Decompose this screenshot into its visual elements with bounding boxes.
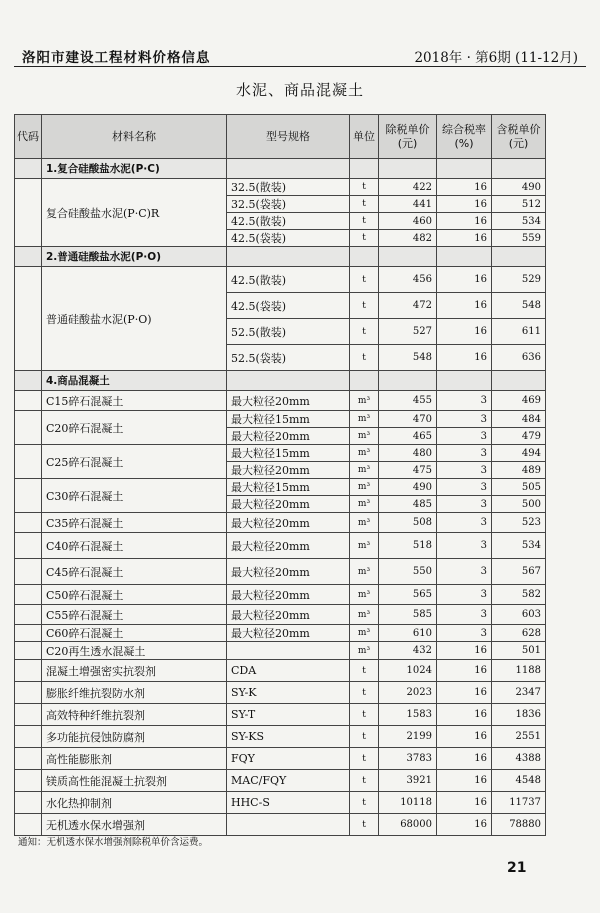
empty-cell xyxy=(492,247,546,267)
unit-cell: t xyxy=(350,682,379,704)
spec-cell: 最大粒径20mm xyxy=(227,605,350,625)
unit-cell: m³ xyxy=(350,479,379,496)
unit-cell: m³ xyxy=(350,445,379,462)
unit-cell: t xyxy=(350,196,379,213)
material-name: C15碎石混凝土 xyxy=(42,391,227,411)
price-ex-cell: 482 xyxy=(379,230,437,247)
price-in-cell: 484 xyxy=(492,411,546,428)
material-name: 水化热抑制剂 xyxy=(42,792,227,814)
spec-cell: SY-T xyxy=(227,704,350,726)
empty-cell xyxy=(350,247,379,267)
tax-rate-cell: 16 xyxy=(437,682,492,704)
code-cell xyxy=(15,682,42,704)
price-ex-cell: 610 xyxy=(379,625,437,642)
unit-cell: m³ xyxy=(350,533,379,559)
price-in-cell: 1188 xyxy=(492,660,546,682)
material-name: 普通硅酸盐水泥(P·O) xyxy=(42,267,227,371)
code-cell xyxy=(15,533,42,559)
tax-rate-cell: 3 xyxy=(437,391,492,411)
spec-cell: HHC-S xyxy=(227,792,350,814)
price-ex-cell: 3921 xyxy=(379,770,437,792)
table-row xyxy=(15,585,546,605)
unit-cell: t xyxy=(350,770,379,792)
price-in-cell: 2347 xyxy=(492,682,546,704)
tax-rate-cell: 16 xyxy=(437,196,492,213)
tax-rate-cell: 16 xyxy=(437,293,492,319)
spec-cell: 52.5(袋装) xyxy=(227,345,350,371)
tax-rate-cell: 3 xyxy=(437,625,492,642)
table-row xyxy=(15,682,546,704)
material-name: 复合硅酸盐水泥(P·C)R xyxy=(42,179,227,247)
empty-cell xyxy=(227,247,350,267)
material-name: C45碎石混凝土 xyxy=(42,559,227,585)
price-in-cell: 501 xyxy=(492,642,546,660)
code-cell xyxy=(15,445,42,479)
section-row xyxy=(15,159,546,179)
price-ex-cell: 3783 xyxy=(379,748,437,770)
code-cell xyxy=(15,371,42,391)
spec-cell: 32.5(散装) xyxy=(227,179,350,196)
price-table xyxy=(14,114,546,836)
price-ex-cell: 460 xyxy=(379,213,437,230)
empty-cell xyxy=(379,371,437,391)
price-ex-cell: 470 xyxy=(379,411,437,428)
unit-cell: m³ xyxy=(350,642,379,660)
price-in-cell: 523 xyxy=(492,513,546,533)
code-cell xyxy=(15,792,42,814)
table-row xyxy=(15,704,546,726)
tax-rate-cell: 16 xyxy=(437,642,492,660)
section-title: 4.商品混凝土 xyxy=(42,371,227,391)
price-in-cell: 489 xyxy=(492,462,546,479)
spec-cell: CDA xyxy=(227,660,350,682)
spec-cell: 42.5(散装) xyxy=(227,267,350,293)
unit-cell: m³ xyxy=(350,428,379,445)
price-ex-cell: 10118 xyxy=(379,792,437,814)
code-cell xyxy=(15,479,42,513)
price-ex-cell: 455 xyxy=(379,391,437,411)
price-in-cell: 4548 xyxy=(492,770,546,792)
unit-cell: t xyxy=(350,814,379,836)
spec-cell: 42.5(袋装) xyxy=(227,293,350,319)
price-in-cell: 505 xyxy=(492,479,546,496)
empty-cell xyxy=(379,247,437,267)
price-in-cell: 636 xyxy=(492,345,546,371)
price-in-cell: 548 xyxy=(492,293,546,319)
spec-cell: 32.5(袋装) xyxy=(227,196,350,213)
spec-cell: 42.5(散装) xyxy=(227,213,350,230)
code-cell xyxy=(15,642,42,660)
table-row xyxy=(15,770,546,792)
col-header-name: 材料名称 xyxy=(42,115,227,159)
tax-rate-cell: 3 xyxy=(437,533,492,559)
table-row xyxy=(15,625,546,642)
price-in-cell: 567 xyxy=(492,559,546,585)
tax-rate-cell: 3 xyxy=(437,513,492,533)
spec-cell: FQY xyxy=(227,748,350,770)
price-ex-cell: 68000 xyxy=(379,814,437,836)
empty-cell xyxy=(437,371,492,391)
price-ex-cell: 585 xyxy=(379,605,437,625)
spec-cell: 最大粒径20mm xyxy=(227,462,350,479)
code-cell xyxy=(15,605,42,625)
table-header-row xyxy=(15,115,546,159)
section-row xyxy=(15,371,546,391)
col-header-price-ex: 除税单价 (元) xyxy=(379,115,437,159)
price-ex-cell: 472 xyxy=(379,293,437,319)
empty-cell xyxy=(227,159,350,179)
unit-cell: m³ xyxy=(350,391,379,411)
code-cell xyxy=(15,748,42,770)
tax-rate-cell: 16 xyxy=(437,726,492,748)
unit-cell: t xyxy=(350,230,379,247)
tax-rate-cell: 16 xyxy=(437,179,492,196)
code-cell xyxy=(15,411,42,445)
table-row xyxy=(15,533,546,559)
table-row xyxy=(15,605,546,625)
tax-rate-cell: 3 xyxy=(437,585,492,605)
table-row xyxy=(15,411,546,428)
tax-rate-cell: 16 xyxy=(437,814,492,836)
material-name: C25碎石混凝土 xyxy=(42,445,227,479)
spec-cell: SY-K xyxy=(227,682,350,704)
unit-cell: t xyxy=(350,726,379,748)
spec-cell: 最大粒径15mm xyxy=(227,411,350,428)
price-ex-cell: 1583 xyxy=(379,704,437,726)
empty-cell xyxy=(492,159,546,179)
price-in-cell: 534 xyxy=(492,213,546,230)
page-header xyxy=(22,38,578,66)
empty-cell xyxy=(379,159,437,179)
material-name: 无机透水保水增强剂 xyxy=(42,814,227,836)
price-ex-cell: 2023 xyxy=(379,682,437,704)
table-row xyxy=(15,792,546,814)
unit-cell: t xyxy=(350,660,379,682)
table-row xyxy=(15,642,546,660)
code-cell xyxy=(15,770,42,792)
price-in-cell: 628 xyxy=(492,625,546,642)
code-cell xyxy=(15,559,42,585)
price-ex-cell: 550 xyxy=(379,559,437,585)
price-in-cell: 11737 xyxy=(492,792,546,814)
spec-cell: 最大粒径15mm xyxy=(227,445,350,462)
spec-cell: 最大粒径20mm xyxy=(227,585,350,605)
price-in-cell: 1836 xyxy=(492,704,546,726)
price-ex-cell: 490 xyxy=(379,479,437,496)
col-header-tax: 综合税率 (%) xyxy=(437,115,492,159)
table-row xyxy=(15,748,546,770)
code-cell xyxy=(15,513,42,533)
unit-cell: m³ xyxy=(350,411,379,428)
section-title: 2.普通硅酸盐水泥(P·O) xyxy=(42,247,227,267)
tax-rate-cell: 3 xyxy=(437,496,492,513)
section-row xyxy=(15,247,546,267)
publication-title: 洛阳市建设工程材料价格信息 xyxy=(22,50,211,66)
col-header-spec: 型号规格 xyxy=(227,115,350,159)
table-row xyxy=(15,559,546,585)
spec-cell xyxy=(227,814,350,836)
price-ex-cell: 2199 xyxy=(379,726,437,748)
code-cell xyxy=(15,625,42,642)
unit-cell: t xyxy=(350,704,379,726)
price-ex-cell: 1024 xyxy=(379,660,437,682)
material-name: 高性能膨胀剂 xyxy=(42,748,227,770)
material-name: C55碎石混凝土 xyxy=(42,605,227,625)
spec-cell: 最大粒径20mm xyxy=(227,559,350,585)
empty-cell xyxy=(437,247,492,267)
empty-cell xyxy=(350,371,379,391)
empty-cell xyxy=(437,159,492,179)
price-in-cell: 534 xyxy=(492,533,546,559)
table-row xyxy=(15,479,546,496)
tax-rate-cell: 16 xyxy=(437,319,492,345)
col-header-unit: 单位 xyxy=(350,115,379,159)
material-name: 混凝土增强密实抗裂剂 xyxy=(42,660,227,682)
spec-cell xyxy=(227,642,350,660)
tax-rate-cell: 16 xyxy=(437,230,492,247)
material-name: C35碎石混凝土 xyxy=(42,513,227,533)
spec-cell: 42.5(袋装) xyxy=(227,230,350,247)
tax-rate-cell: 16 xyxy=(437,704,492,726)
tax-rate-cell: 3 xyxy=(437,559,492,585)
unit-cell: t xyxy=(350,213,379,230)
material-name: C50碎石混凝土 xyxy=(42,585,227,605)
price-in-cell: 512 xyxy=(492,196,546,213)
price-ex-cell: 548 xyxy=(379,345,437,371)
spec-cell: 最大粒径20mm xyxy=(227,496,350,513)
material-name: C20再生透水混凝土 xyxy=(42,642,227,660)
price-ex-cell: 432 xyxy=(379,642,437,660)
price-ex-cell: 508 xyxy=(379,513,437,533)
spec-cell: SY-KS xyxy=(227,726,350,748)
price-in-cell: 603 xyxy=(492,605,546,625)
col-header-code: 代码 xyxy=(15,115,42,159)
page-title: 水泥、商品混凝土 xyxy=(235,81,364,99)
price-in-cell: 490 xyxy=(492,179,546,196)
tax-rate-cell: 3 xyxy=(437,411,492,428)
code-cell xyxy=(15,247,42,267)
table-row xyxy=(15,267,546,293)
code-cell xyxy=(15,267,42,371)
price-in-cell: 582 xyxy=(492,585,546,605)
price-in-cell: 469 xyxy=(492,391,546,411)
code-cell xyxy=(15,391,42,411)
table-row xyxy=(15,814,546,836)
material-name: 高效特种纤维抗裂剂 xyxy=(42,704,227,726)
tax-rate-cell: 16 xyxy=(437,213,492,230)
empty-cell xyxy=(227,371,350,391)
material-name: 膨胀纤维抗裂防水剂 xyxy=(42,682,227,704)
price-in-cell: 500 xyxy=(492,496,546,513)
price-ex-cell: 565 xyxy=(379,585,437,605)
spec-cell: 最大粒径15mm xyxy=(227,479,350,496)
header-divider xyxy=(14,66,586,67)
unit-cell: t xyxy=(350,293,379,319)
spec-cell: 52.5(散装) xyxy=(227,319,350,345)
tax-rate-cell: 3 xyxy=(437,445,492,462)
unit-cell: t xyxy=(350,179,379,196)
table-row xyxy=(15,660,546,682)
code-cell xyxy=(15,726,42,748)
page-number: 21 xyxy=(507,860,527,876)
unit-cell: t xyxy=(350,748,379,770)
material-name: C60碎石混凝土 xyxy=(42,625,227,642)
price-ex-cell: 527 xyxy=(379,319,437,345)
price-ex-cell: 456 xyxy=(379,267,437,293)
unit-cell: m³ xyxy=(350,462,379,479)
unit-cell: m³ xyxy=(350,496,379,513)
col-header-price-in: 含税单价 (元) xyxy=(492,115,546,159)
price-in-cell: 494 xyxy=(492,445,546,462)
code-cell xyxy=(15,660,42,682)
tax-rate-cell: 3 xyxy=(437,605,492,625)
spec-cell: 最大粒径20mm xyxy=(227,391,350,411)
material-name: C40碎石混凝土 xyxy=(42,533,227,559)
tax-rate-cell: 3 xyxy=(437,428,492,445)
price-ex-cell: 441 xyxy=(379,196,437,213)
price-ex-cell: 480 xyxy=(379,445,437,462)
price-in-cell: 78880 xyxy=(492,814,546,836)
tax-rate-cell: 16 xyxy=(437,267,492,293)
tax-rate-cell: 16 xyxy=(437,748,492,770)
price-in-cell: 611 xyxy=(492,319,546,345)
code-cell xyxy=(15,704,42,726)
price-ex-cell: 485 xyxy=(379,496,437,513)
spec-cell: 最大粒径20mm xyxy=(227,625,350,642)
price-ex-cell: 422 xyxy=(379,179,437,196)
table-row xyxy=(15,179,546,196)
table-body xyxy=(15,159,546,836)
spec-cell: 最大粒径20mm xyxy=(227,428,350,445)
code-cell xyxy=(15,179,42,247)
material-name: 多功能抗侵蚀防腐剂 xyxy=(42,726,227,748)
spec-cell: MAC/FQY xyxy=(227,770,350,792)
unit-cell: m³ xyxy=(350,513,379,533)
material-name: C20碎石混凝土 xyxy=(42,411,227,445)
material-name: 镁质高性能混凝土抗裂剂 xyxy=(42,770,227,792)
tax-rate-cell: 16 xyxy=(437,770,492,792)
spec-cell: 最大粒径20mm xyxy=(227,533,350,559)
price-in-cell: 2551 xyxy=(492,726,546,748)
unit-cell: t xyxy=(350,319,379,345)
price-ex-cell: 518 xyxy=(379,533,437,559)
code-cell xyxy=(15,814,42,836)
unit-cell: t xyxy=(350,267,379,293)
unit-cell: m³ xyxy=(350,585,379,605)
tax-rate-cell: 16 xyxy=(437,345,492,371)
tax-rate-cell: 16 xyxy=(437,660,492,682)
section-title: 1.复合硅酸盐水泥(P·C) xyxy=(42,159,227,179)
material-name: C30碎石混凝土 xyxy=(42,479,227,513)
unit-cell: t xyxy=(350,792,379,814)
empty-cell xyxy=(492,371,546,391)
price-in-cell: 529 xyxy=(492,267,546,293)
unit-cell: m³ xyxy=(350,625,379,642)
unit-cell: t xyxy=(350,345,379,371)
price-ex-cell: 465 xyxy=(379,428,437,445)
unit-cell: m³ xyxy=(350,559,379,585)
table-row xyxy=(15,391,546,411)
price-ex-cell: 475 xyxy=(379,462,437,479)
table-row xyxy=(15,445,546,462)
price-in-cell: 479 xyxy=(492,428,546,445)
issue-info: 2018年 · 第6期 (11-12月) xyxy=(414,50,578,66)
price-in-cell: 559 xyxy=(492,230,546,247)
tax-rate-cell: 16 xyxy=(437,792,492,814)
footnote: 通知：无机透水保水增强剂除税单价含运费。 xyxy=(18,837,209,848)
code-cell xyxy=(15,159,42,179)
table-row xyxy=(15,726,546,748)
tax-rate-cell: 3 xyxy=(437,462,492,479)
tax-rate-cell: 3 xyxy=(437,479,492,496)
unit-cell: m³ xyxy=(350,605,379,625)
price-in-cell: 4388 xyxy=(492,748,546,770)
table-row xyxy=(15,513,546,533)
code-cell xyxy=(15,585,42,605)
spec-cell: 最大粒径20mm xyxy=(227,513,350,533)
empty-cell xyxy=(350,159,379,179)
